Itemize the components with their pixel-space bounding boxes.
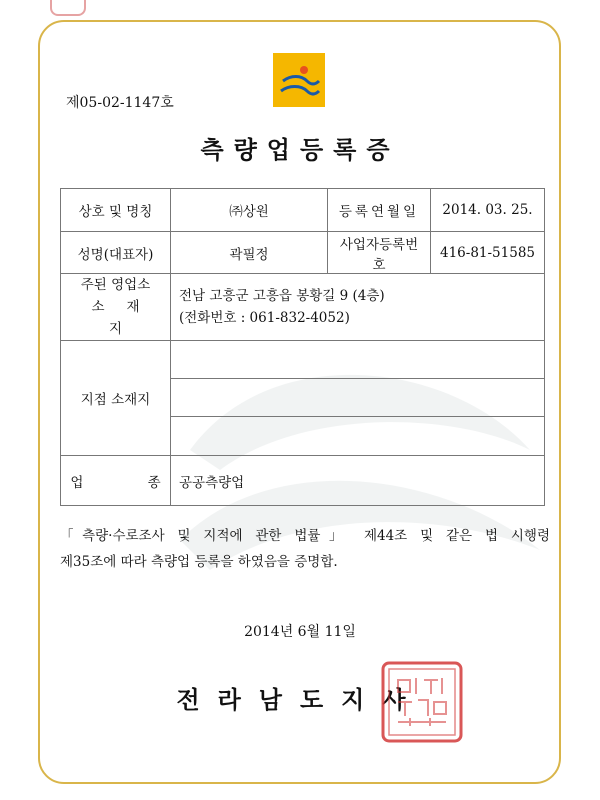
company-name-value: ㈜상원 bbox=[171, 189, 328, 232]
main-office-value bbox=[171, 274, 545, 341]
emblem-logo bbox=[273, 53, 325, 107]
representative-value: 곽필정 bbox=[171, 232, 328, 274]
branch-address-row-3 bbox=[171, 417, 545, 456]
main-office-phone: (전화번호 : 061-832-4052) bbox=[179, 310, 350, 326]
statement-line-2: 제35조에 따라 측량업 등록을 하였음을 증명합. bbox=[60, 554, 338, 570]
issue-date: 2014년 6월 11일 bbox=[244, 624, 356, 640]
official-seal bbox=[380, 660, 464, 744]
statement-line-1: 「측량·수로조사 및 지적에 관한 법률」 제44조 및 같은 법 시행령 bbox=[60, 528, 550, 544]
main-office-label-line1: 주된 영업소 bbox=[80, 277, 151, 293]
table-row bbox=[61, 274, 545, 341]
issuer-name: 전라남도지사 bbox=[176, 685, 424, 714]
branch-address-row-1 bbox=[171, 341, 545, 379]
top-stamp-fragment bbox=[50, 0, 86, 16]
business-number-value: 416-81-51585 bbox=[431, 232, 545, 274]
table-row bbox=[61, 232, 545, 274]
legal-statement bbox=[60, 523, 550, 575]
branch-address-row-2 bbox=[171, 379, 545, 417]
table-row bbox=[61, 341, 545, 379]
business-type-value: 공공측량업 bbox=[171, 456, 545, 506]
company-name-label: 상호 및 명칭 bbox=[61, 189, 171, 232]
info-table bbox=[60, 188, 545, 506]
registration-date-label: 등록연월일 bbox=[328, 189, 431, 232]
business-type-label: 업 종 bbox=[61, 456, 171, 506]
branch-address-label: 지점 소재지 bbox=[61, 341, 171, 456]
document-title: 측량업등록증 bbox=[200, 135, 400, 164]
main-office-label-line2: 소재지 bbox=[91, 299, 162, 337]
main-office-address: 전남 고흥군 고흥읍 봉황길 9 (4층) bbox=[179, 288, 385, 304]
business-number-label: 사업자등록번호 bbox=[328, 232, 431, 274]
table-row bbox=[61, 189, 545, 232]
registration-number: 제05-02-1147호 bbox=[66, 95, 174, 111]
main-office-label bbox=[61, 274, 171, 341]
representative-label: 성명(대표자) bbox=[61, 232, 171, 274]
table-row bbox=[61, 456, 545, 506]
registration-date-value: 2014. 03. 25. bbox=[431, 189, 545, 232]
